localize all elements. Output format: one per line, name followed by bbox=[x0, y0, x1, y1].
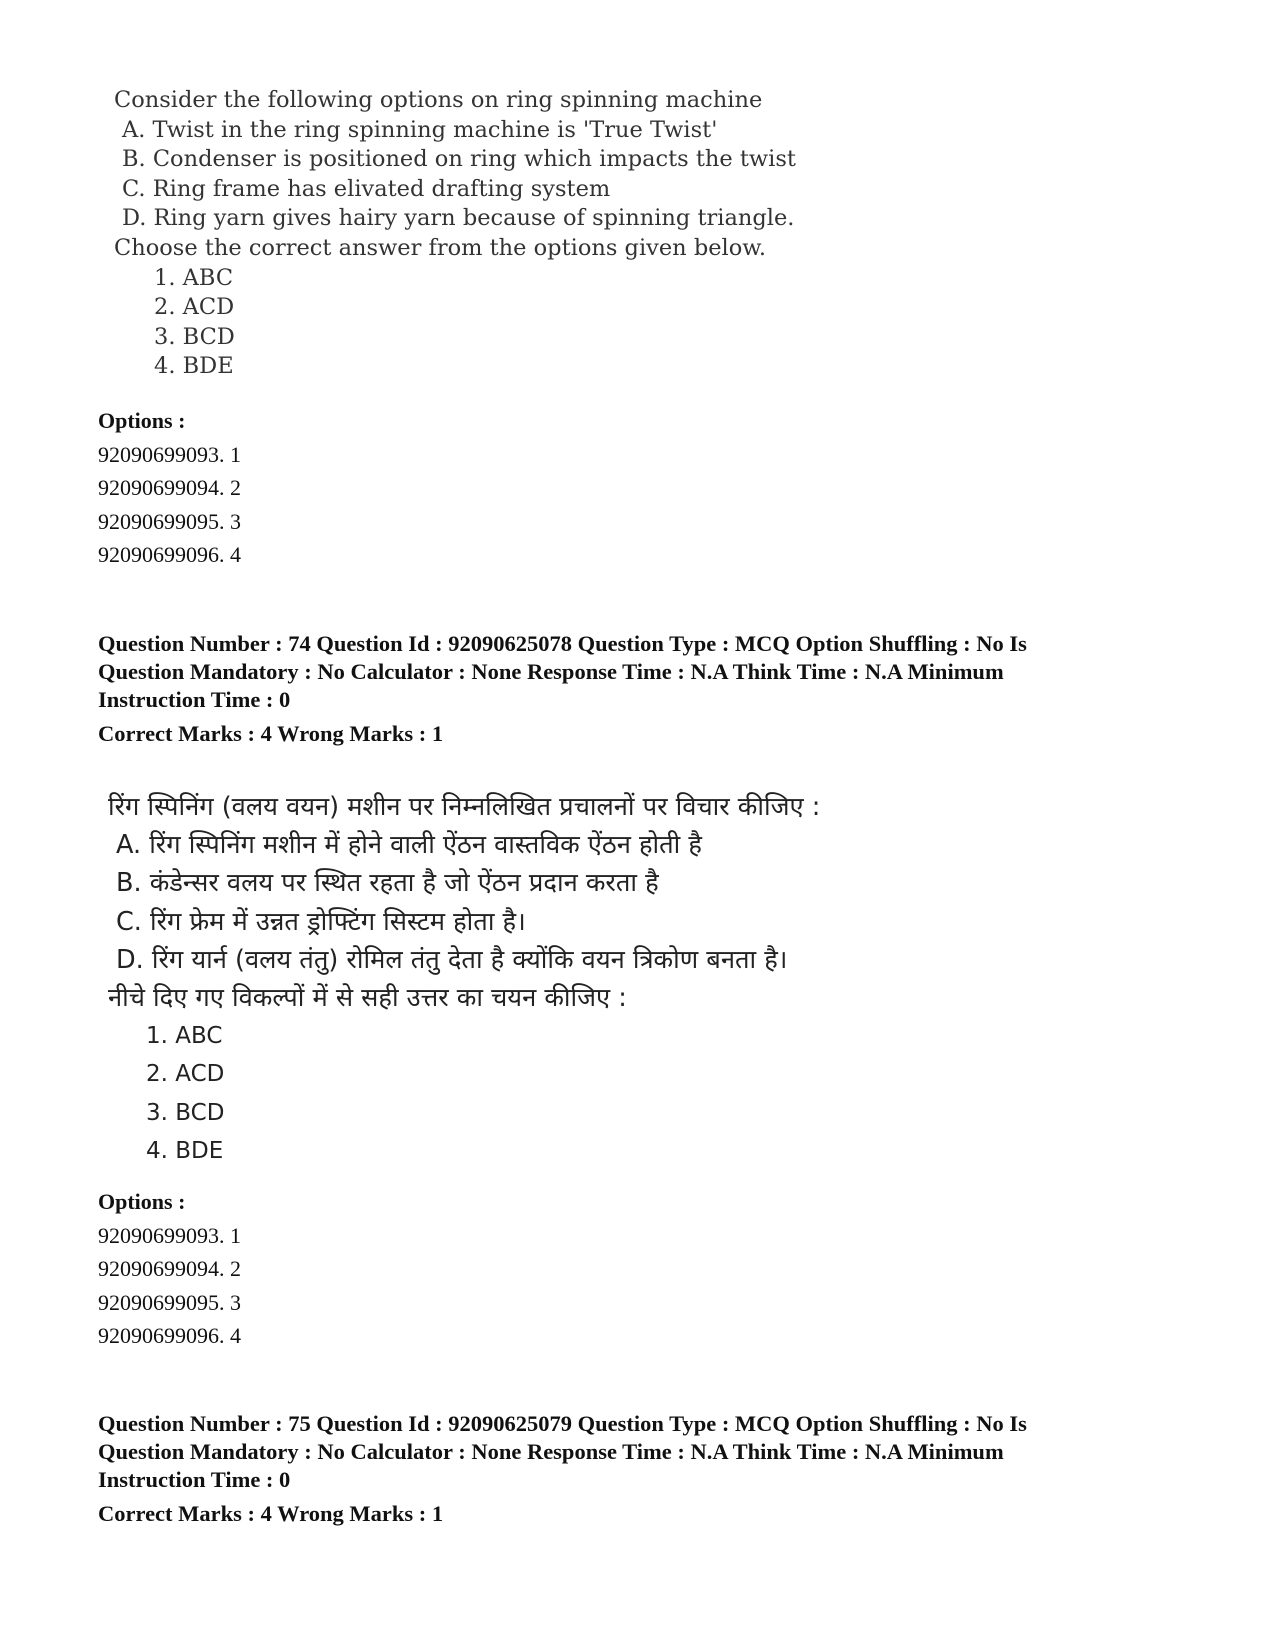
choice-2: 2. ACD bbox=[146, 1061, 225, 1088]
option-2: 92090699094. 2 bbox=[98, 475, 241, 500]
question-stem: Consider the following options on ring spinning machine bbox=[114, 87, 763, 113]
meta-line-3: Instruction Time : 0 bbox=[98, 687, 291, 712]
statement-d: D. Ring yarn gives hairy yarn because of spinning triangle. bbox=[122, 205, 795, 232]
meta-line-3: Instruction Time : 0 bbox=[98, 1467, 291, 1492]
question-instruction: नीचे दिए गए विकल्पों में से सही उत्तर का चयन कीजिए : bbox=[108, 982, 627, 1013]
question-74-options bbox=[98, 1185, 241, 1353]
choice-3: 3. BCD bbox=[146, 1099, 225, 1126]
option-1: 92090699093. 1 bbox=[98, 1222, 241, 1248]
statement-c: C. रिंग फ्रेम में उन्नत ड्रोफ्टिंग सिस्टम होता है। bbox=[116, 906, 526, 937]
question-instruction: Choose the correct answer from the options given below. bbox=[114, 234, 767, 261]
meta-line-1: Question Number : 74 Question Id : 92090625078 Question Type : MCQ Option Shuffling : No Is bbox=[98, 631, 1027, 656]
meta-line-2: Question Mandatory : No Calculator : None Response Time : N.A Think Time : N.A Minimum bbox=[98, 659, 1004, 684]
question-74-image bbox=[108, 788, 820, 1170]
option-4: 92090699096. 4 bbox=[98, 1323, 241, 1348]
statement-a: A. रिंग स्पिनिंग मशीन में होने वाली ऐंठन वास्तविक ऐंठन होती है bbox=[116, 830, 702, 861]
marks-line: Correct Marks : 4 Wrong Marks : 1 bbox=[98, 1501, 444, 1526]
statement-a: A. Twist in the ring spinning machine is 'True Twist' bbox=[122, 116, 718, 143]
question-75-meta bbox=[98, 1410, 1178, 1528]
option-4: 92090699096. 4 bbox=[98, 542, 241, 567]
question-73-options bbox=[98, 404, 241, 572]
question-stem: रिंग स्पिनिंग (वलय वयन) मशीन पर निम्नलिखित प्रचालनों पर विचार कीजिए : bbox=[108, 792, 821, 822]
question-74-meta bbox=[98, 630, 1178, 748]
statement-c: C. Ring frame has elivated drafting system bbox=[122, 175, 611, 202]
statement-d: D. रिंग यार्न (वलय तंतु) रोमिल तंतु देता है क्योंकि वयन त्रिकोण बनता है। bbox=[116, 944, 788, 975]
statement-b: B. Condenser is positioned on ring which impacts the twist bbox=[122, 146, 796, 173]
options-title: Options : bbox=[98, 408, 186, 433]
choice-1: 1. ABC bbox=[154, 264, 234, 291]
option-1: 92090699093. 1 bbox=[98, 441, 241, 467]
options-title: Options : bbox=[98, 1189, 186, 1214]
meta-line-1: Question Number : 75 Question Id : 92090625079 Question Type : MCQ Option Shuffling : No Is bbox=[98, 1411, 1027, 1436]
choice-4: 4. BDE bbox=[154, 353, 234, 380]
meta-line-2: Question Mandatory : No Calculator : None Response Time : N.A Think Time : N.A Minimum bbox=[98, 1439, 1004, 1464]
choice-1: 1. ABC bbox=[146, 1023, 223, 1050]
choice-3: 3. BCD bbox=[154, 323, 235, 350]
choice-2: 2. ACD bbox=[154, 294, 235, 321]
statement-b: B. कंडेन्सर वलय पर स्थित रहता है जो ऐंठन प्रदान करता है bbox=[116, 868, 659, 899]
marks-line: Correct Marks : 4 Wrong Marks : 1 bbox=[98, 721, 444, 746]
choice-4: 4. BDE bbox=[146, 1137, 224, 1164]
option-3: 92090699095. 3 bbox=[98, 1289, 241, 1315]
question-73-image bbox=[114, 86, 796, 382]
option-2: 92090699094. 2 bbox=[98, 1256, 241, 1281]
option-3: 92090699095. 3 bbox=[98, 508, 241, 534]
